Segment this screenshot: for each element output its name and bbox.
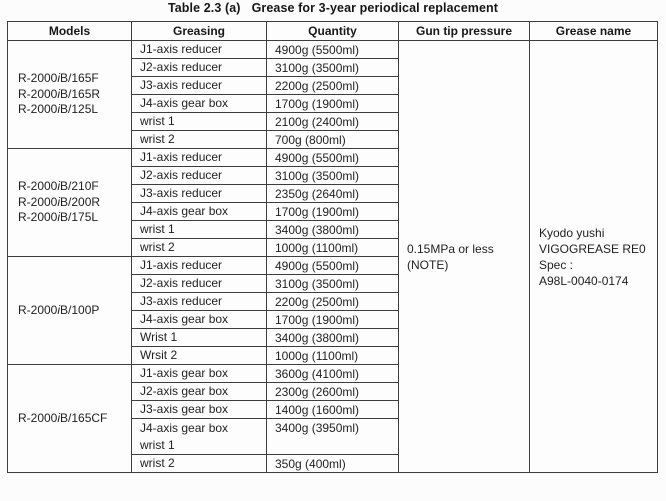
greasing-cell xyxy=(132,383,267,401)
quantity-cell: 3100g (3500ml) xyxy=(267,167,399,185)
model-name: R-2000iB/175L xyxy=(18,210,99,225)
models-cell xyxy=(8,257,132,365)
model-name: R-2000iB/125L xyxy=(18,102,99,117)
grease-replacement-table xyxy=(7,21,658,473)
table-title-text: Grease for 3-year periodical replacement xyxy=(251,1,499,15)
header-grease-name: Grease name xyxy=(530,22,658,41)
quantity-cell: 3400g (3800ml) xyxy=(267,329,399,347)
greasing-label: J3-axis reducer xyxy=(140,78,223,92)
models-cell xyxy=(8,149,132,257)
greasing-cell xyxy=(132,113,267,131)
greasing-label: wrist 1 xyxy=(140,438,175,452)
greasing-cell xyxy=(132,95,267,113)
greasing-label: wrist 2 xyxy=(140,132,175,146)
greasing-cell xyxy=(132,149,267,167)
greasing-label: J4-axis gear box xyxy=(140,421,229,435)
table-row xyxy=(8,41,658,59)
quantity-cell: 3400g (3950ml) xyxy=(267,419,399,455)
quantity-cell: 3100g (3500ml) xyxy=(267,59,399,77)
quantity-cell: 1400g (1600ml) xyxy=(267,401,399,419)
gun-tip-pressure-cell xyxy=(399,41,530,473)
quantity-cell: 3600g (4100ml) xyxy=(267,365,399,383)
quantity-cell: 4900g (5500ml) xyxy=(267,257,399,275)
grease-name-line: A98L-0040-0174 xyxy=(539,273,629,288)
greasing-label: J1-axis reducer xyxy=(140,42,223,56)
quantity-cell: 1000g (1100ml) xyxy=(267,239,399,257)
greasing-label: J1-axis reducer xyxy=(140,258,223,272)
grease-name-line: VIGOGREASE RE0 xyxy=(539,241,646,256)
greasing-label: J4-axis gear box xyxy=(140,312,229,326)
quantity-cell: 2350g (2640ml) xyxy=(267,185,399,203)
models-cell xyxy=(8,41,132,149)
quantity-cell: 350g (400ml) xyxy=(267,455,399,473)
greasing-label: J3-axis reducer xyxy=(140,186,223,200)
grease-name-line: Kyodo yushi xyxy=(539,225,605,240)
greasing-label: J2-axis reducer xyxy=(140,60,223,74)
header-models: Models xyxy=(8,22,132,41)
greasing-cell xyxy=(132,275,267,293)
header-row xyxy=(8,22,658,41)
greasing-cell xyxy=(132,59,267,77)
greasing-cell xyxy=(132,167,267,185)
greasing-label: J1-axis gear box xyxy=(140,366,229,380)
quantity-cell: 4900g (5500ml) xyxy=(267,149,399,167)
quantity-cell: 2100g (2400ml) xyxy=(267,113,399,131)
quantity-cell: 4900g (5500ml) xyxy=(267,41,399,59)
greasing-cell xyxy=(132,239,267,257)
quantity-cell: 3400g (3800ml) xyxy=(267,221,399,239)
greasing-label: wrist 2 xyxy=(140,240,175,254)
greasing-label: wrist 1 xyxy=(140,222,175,236)
greasing-label: wrist 1 xyxy=(140,114,175,128)
greasing-cell xyxy=(132,311,267,329)
greasing-cell xyxy=(132,347,267,365)
greasing-cell xyxy=(132,131,267,149)
greasing-cell xyxy=(132,257,267,275)
quantity-cell: 2300g (2600ml) xyxy=(267,383,399,401)
header-greasing: Greasing xyxy=(132,22,267,41)
quantity-cell: 2200g (2500ml) xyxy=(267,293,399,311)
greasing-cell xyxy=(132,185,267,203)
greasing-cell xyxy=(132,203,267,221)
model-name: R-2000iB/100P xyxy=(18,302,100,317)
greasing-label: J2-axis reducer xyxy=(140,276,223,290)
greasing-label: J3-axis gear box xyxy=(140,402,229,416)
grease-name-cell xyxy=(530,41,658,473)
quantity-cell: 1700g (1900ml) xyxy=(267,311,399,329)
greasing-label: J3-axis reducer xyxy=(140,294,223,308)
greasing-label: wrist 2 xyxy=(140,456,175,470)
quantity-cell: 1000g (1100ml) xyxy=(267,347,399,365)
quantity-cell: 1700g (1900ml) xyxy=(267,203,399,221)
header-quantity: Quantity xyxy=(267,22,399,41)
model-name: R-2000iB/165F xyxy=(18,71,99,86)
greasing-cell xyxy=(132,221,267,239)
greasing-cell xyxy=(132,419,267,455)
greasing-cell xyxy=(132,401,267,419)
greasing-label: J2-axis gear box xyxy=(140,384,229,398)
model-name: R-2000iB/200R xyxy=(18,194,101,209)
greasing-cell xyxy=(132,329,267,347)
greasing-cell xyxy=(132,41,267,59)
greasing-cell xyxy=(132,77,267,95)
greasing-label: J4-axis gear box xyxy=(140,96,229,110)
gun-tip-pressure-line: (NOTE) xyxy=(407,257,449,272)
greasing-cell xyxy=(132,365,267,383)
greasing-label: J4-axis gear box xyxy=(140,204,229,218)
models-cell xyxy=(8,365,132,473)
quantity-cell: 700g (800ml) xyxy=(267,131,399,149)
quantity-cell: 2200g (2500ml) xyxy=(267,77,399,95)
greasing-label: J1-axis reducer xyxy=(140,150,223,164)
greasing-cell xyxy=(132,455,267,473)
greasing-label: J2-axis reducer xyxy=(140,168,223,182)
table-title xyxy=(0,1,666,15)
model-name: R-2000iB/165CF xyxy=(18,410,108,425)
table-title-number: Table 2.3 (a) xyxy=(167,1,241,15)
greasing-label: Wrsit 2 xyxy=(140,348,178,362)
greasing-label: Wrist 1 xyxy=(140,330,178,344)
quantity-cell: 3100g (3500ml) xyxy=(267,275,399,293)
greasing-cell xyxy=(132,293,267,311)
gun-tip-pressure-line: 0.15MPa or less xyxy=(407,241,494,256)
header-gun-tip-pressure: Gun tip pressure xyxy=(399,22,530,41)
quantity-cell: 1700g (1900ml) xyxy=(267,95,399,113)
model-name: R-2000iB/165R xyxy=(18,86,101,101)
model-name: R-2000iB/210F xyxy=(18,179,99,194)
grease-name-line: Spec : xyxy=(539,257,574,272)
